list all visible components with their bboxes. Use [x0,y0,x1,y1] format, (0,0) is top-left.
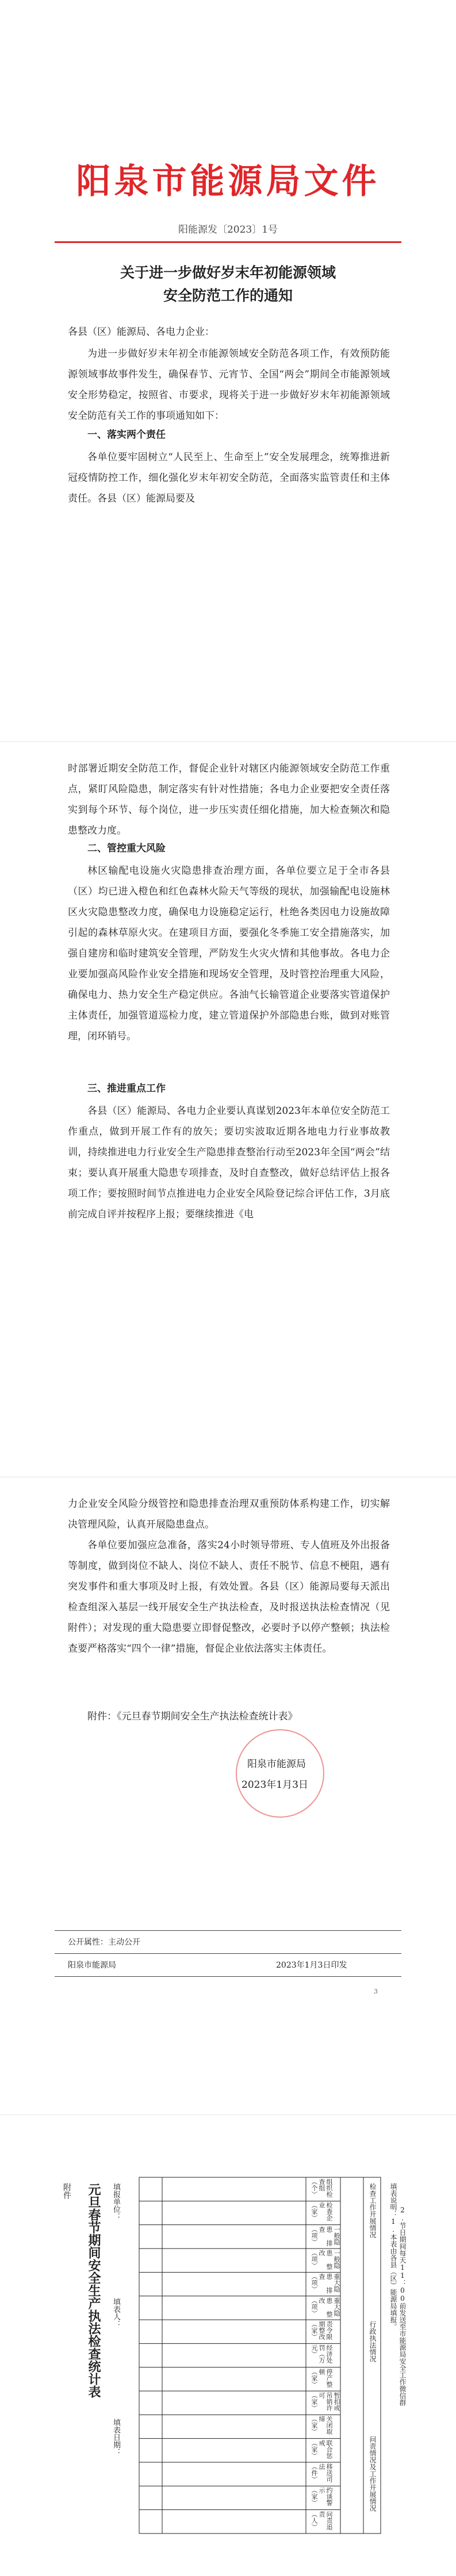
group-violation: 行政执法情况 [369,2321,377,2362]
column-header: 一般隐患 排查（项） [311,2226,340,2246]
footer-rule [55,1976,401,1977]
date-label: 填表日期： [112,2419,120,2456]
document-title-line2: 安全防范工作的通知 [163,287,293,304]
page-separator [0,741,456,742]
section-3-title: 三、推进重点工作 [87,1083,166,1094]
column-header: 组织检查组（个） [311,2178,333,2197]
red-divider [55,241,401,243]
addressee: 各县（区）能源局、各电力企业： [68,326,214,338]
section-2-text: 林区输配电设施火灾隐患排查治理方面，各单位要立足于全市各县（区）均已进入橙色和红色森林火险天气等级的现状，加强输配电设施林区火灾隐患整改力度，确保电力设施稳定运行，杜绝各类因电力设施故障引起的森林草原火灾。在建项目方面，要强化冬季施工安全措施落实，加强自建房和临时建筑安全管理，严防发生火灾火情和其他事故。各电力企业要加强高风险作业安全措施和现场安全管理，及时管控治理重大风险，确保电力、热力安全生产稳定供应。各油气长输管道企业要落实管道保护主体责任，加强管道巡检力度，建立管道保护外部隐患台账，做到对账管理，闭环销号。 [68,865,390,1042]
publicity: 公开属性：主动公开 [68,1938,140,1947]
group-notes: 问责情况及工作开展情况 [369,2436,377,2512]
column-header: 问责追责（人） [311,2511,333,2530]
page-3 [0,1482,456,2108]
column-header: 关闭取缔（家） [311,2416,333,2435]
attachment-line: 附件：《元旦春节期间安全生产执法检查统计表》 [87,1711,298,1722]
official-seal-icon [236,1729,324,1818]
page-1 [0,0,456,735]
page-2-continuation: 时部署近期安全防范工作，督促企业针对辖区内能源领域安全防范工作重点，紧盯风险隐患，制定落实有针对性措施；各电力企业要把安全责任落实到每个环节、每个岗位，进一步压实责任细化措施，加大检查频次和隐患整改力度。 [68,763,390,836]
column-header: 重大隐患 排查（项） [311,2273,340,2294]
attachment-table-svg [53,2172,404,2539]
page-2 [0,747,456,1471]
attachment-label: 附件 [62,2183,71,2199]
attachment-title: 元旦春节期间安全生产执法检查统计表 [86,2183,101,2398]
issuer: 阳泉市能源局 [68,1961,116,1970]
table-frame [139,2177,381,2533]
page-separator [0,1476,456,1478]
page-number: 3 [374,1988,378,1995]
document-title [0,261,456,307]
column-header: 约谈警示（家） [311,2487,333,2506]
unit-label: 填报单位： [112,2183,120,2220]
section-1-title: 一、落实两个责任 [87,429,166,441]
signer-org: 阳泉市能源局 [247,1759,306,1770]
column-header: 重大隐患 整改（项） [311,2297,340,2317]
table-note-2: 2.节日期间每天11：00前发送至市能源局安全工作微信群 [398,2206,407,2406]
footer-rule [55,1930,401,1931]
section-1-text: 各单位要牢固树立“人民至上、生命至上”安全发展理念，统筹推进新冠疫情防控工作，细化强化岁末年初安全防范，全面落实监管责任和主体责任。各县（区）能源局要及 [68,452,390,504]
column-header: 停产整顿（家） [311,2368,333,2388]
column-header: 移送司法（件） [311,2463,333,2482]
section-2-title: 二、管控重大风险 [87,843,166,854]
footer-rule [55,1953,401,1954]
column-header: 暂扣或吊销许可（家） [311,2392,340,2411]
print-date: 2023年1月3日印发 [276,1961,347,1970]
page-separator [0,2114,456,2115]
column-header: 联合惩戒（家） [311,2439,333,2459]
intro-paragraph: 为进一步做好岁末年初全市能源领域安全防范各项工作，有效预防能源领域事故事件发生，确保春节、元宵节、全国“两会”期间全市能源领域安全形势稳定，按照省、市要求，现将关于进一步做好岁末年初能源领域安全防范有关工作的事项通知如下： [68,348,390,422]
page-3-continuation: 力企业安全风险分级管控和隐患排查治理双重预防体系构建工作，切实解决管理风险，认真开展隐患盘点。 [68,1498,390,1530]
document-number: 阳能源发〔2023〕1号 [178,224,278,236]
column-header: 一般隐患 整改（项） [311,2250,340,2270]
section-4-text: 各单位要加强应急准备，落实24小时领导带班、专人值班及外出报备等制度，做到岗位不缺人、岗位不缺人、责任不脱节、信息不梗阻，遇有突发事件和重大事项及时上报，有效处置。各县（区）能源局要每天派出检查组深入基层一线开展安全生产执法检查，及时报送执法检查情况（见附件）；对发现的重大隐患要立即督促整改，必要时予以停产整顿；执法检查要严格落实“四个一律”措施，督促企业依法落实主体责任。 [68,1540,390,1655]
page-4 [0,2120,456,2576]
group-check: 检查工作开展情况 [369,2183,377,2238]
document-title-line1: 关于进一步做好岁末年初能源领域 [120,264,336,281]
section-3-text: 各县（区）能源局、各电力企业要认真谋划2023年本单位安全防范工作重点，做到开展工作有的放矢；要切实波取近期各地电力行业事故教训，持续推进电力行业安全生产隐患排查整治行动至2023年全国“两会”结束；要认真开展重大隐患专项排查，及时自查整改，做好总结评估上报各项工作；要按照时间节点推进电力企业安全风险登记综合评估工作，3月底前完成自评并按程序上报；要继续推进《电 [68,1105,390,1220]
column-header: 责令限期整改（家） [311,2321,333,2340]
red-header-title: 阳泉市能源局文件 [76,161,380,202]
filler-label: 填表人： [112,2298,120,2328]
column-header: 经济处罚（万元） [311,2344,333,2364]
signer-date: 2023年1月3日 [242,1779,308,1791]
attachment-table-page [53,2172,407,2539]
table-note-1: 填表说明：1.本表由各县（区）能源局填报。 [389,2183,397,2330]
column-header: 检查企业（家） [311,2202,333,2222]
